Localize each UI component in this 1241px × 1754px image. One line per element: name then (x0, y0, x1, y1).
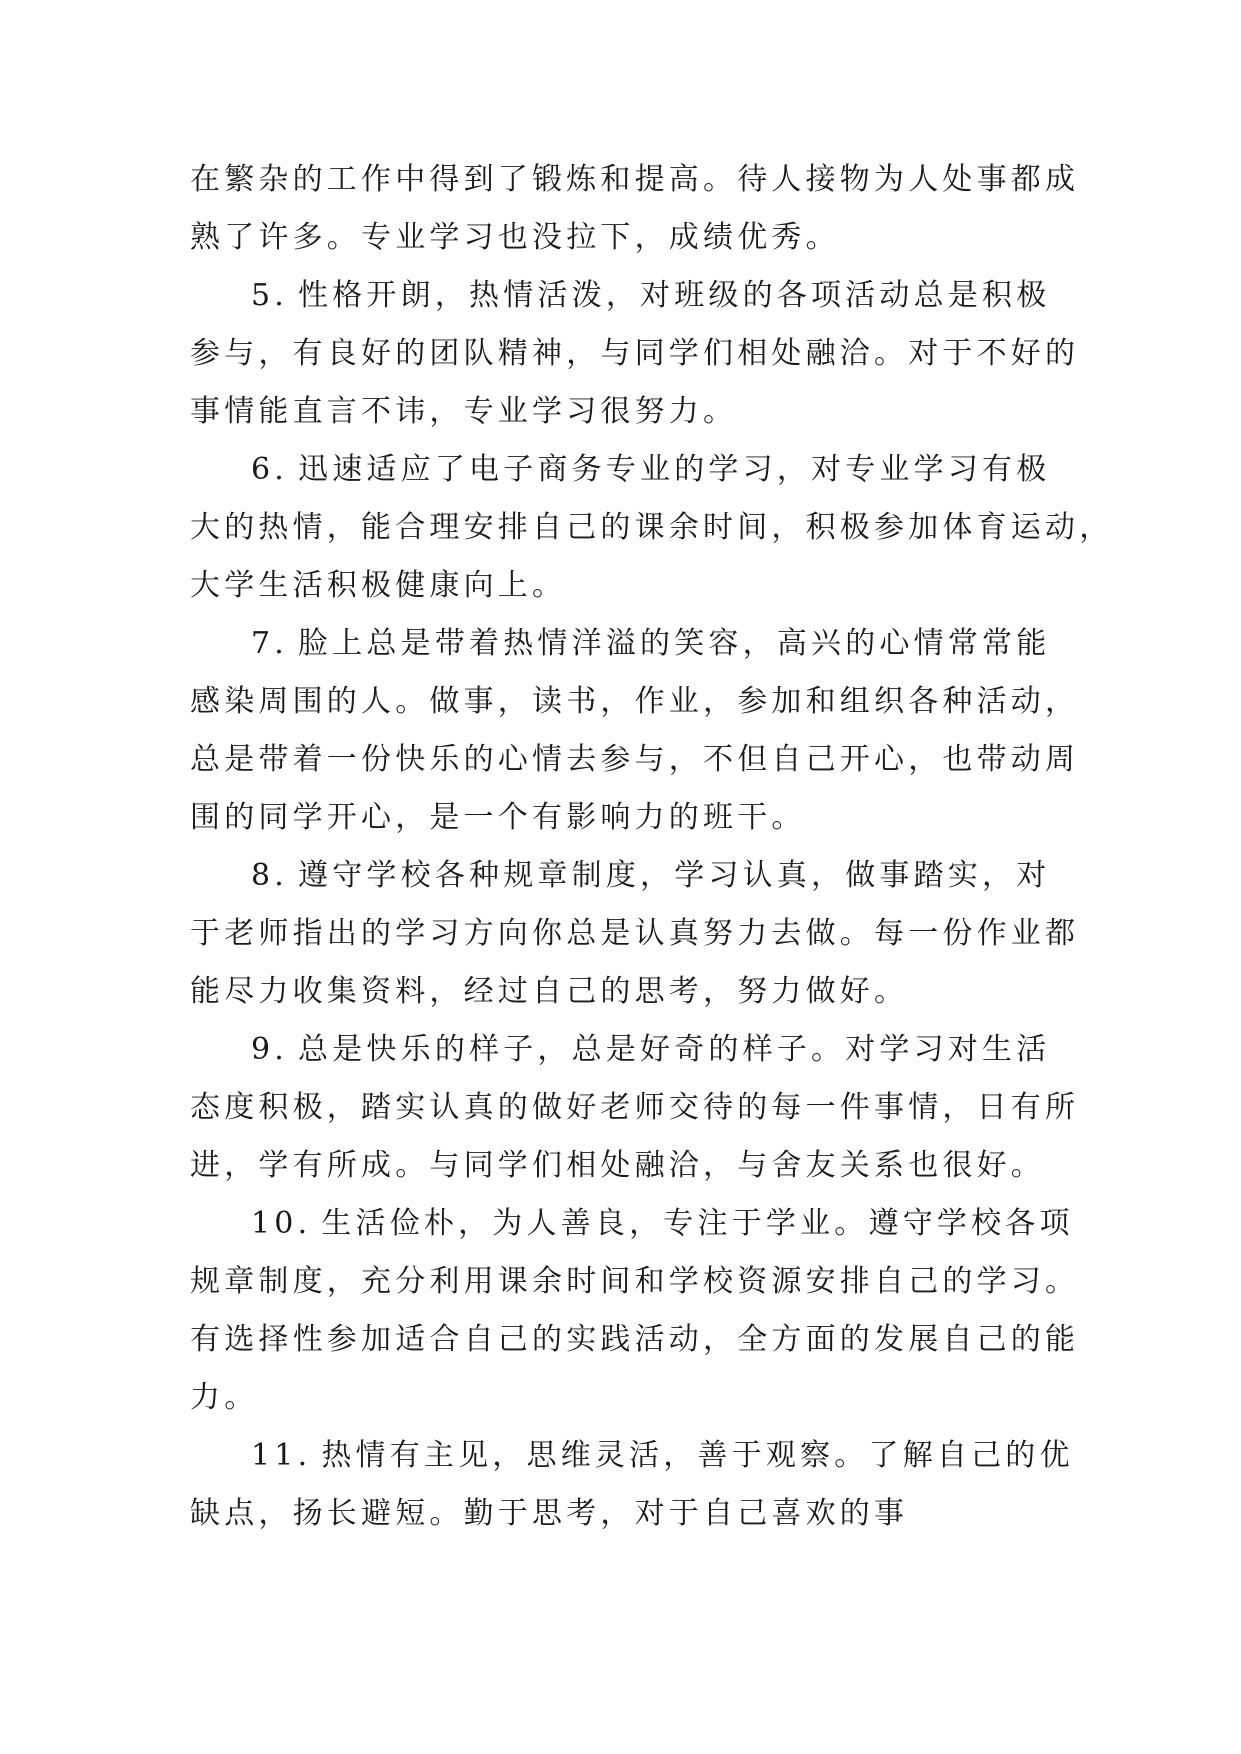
paragraph-line: 大学生活积极健康向上。 (190, 568, 567, 603)
intro-paragraph (190, 151, 1080, 267)
item-text: 性格开朗，热情活泼，对班级的各项活动总是积极 (298, 278, 1051, 313)
item-number: 11. (251, 1438, 312, 1473)
item-number: 10. (251, 1206, 312, 1241)
paragraph-line: 有选择性参加适合自己的实践活动，全方面的发展自己的能 (190, 1322, 1080, 1357)
item-11 (190, 1427, 1074, 1543)
item-text: 热情有主见，思维灵活，善于观察。了解自己的优 (321, 1438, 1074, 1473)
paragraph-line: 熟了许多。专业学习也没拉下，成绩优秀。 (190, 220, 840, 255)
paragraph-first-line (190, 847, 1071, 905)
paragraph-line: 围的同学开心，是一个有影响力的班干。 (190, 800, 806, 835)
paragraph-line: 在繁杂的工作中得到了锻炼和提高。待人接物为人处事都成 (190, 162, 1080, 197)
paragraph-first-line (190, 1195, 1074, 1253)
paragraph-line: 缺点，扬长避短。勤于思考，对于自己喜欢的事 (190, 1496, 909, 1531)
item-number: 7. (251, 626, 289, 661)
item-text: 总是快乐的样子，总是好奇的样子。对学习对生活 (298, 1032, 1051, 1067)
item-text: 生活俭朴，为人善良，专注于学业。遵守学校各项 (321, 1206, 1074, 1241)
item-number: 8. (251, 858, 289, 893)
paragraph-line: 事情能直言不讳，专业学习很努力。 (190, 394, 738, 429)
item-text: 迅速适应了电子商务专业的学习，对专业学习有极 (298, 452, 1051, 487)
paragraph-first-line (190, 1427, 1074, 1485)
item-6 (190, 441, 1114, 615)
paragraph-line: 态度积极，踏实认真的做好老师交待的每一件事情，日有所 (190, 1090, 1080, 1125)
paragraph-line: 力。 (190, 1380, 259, 1415)
paragraph-line: 感染周围的人。做事，读书，作业，参加和组织各种活动， (190, 684, 1080, 719)
item-8 (190, 847, 1080, 1021)
item-10 (190, 1195, 1080, 1427)
item-9 (190, 1021, 1080, 1195)
paragraph-line: 进，学有所成。与同学们相处融洽，与舍友关系也很好。 (190, 1148, 1045, 1183)
item-text: 遵守学校各种规章制度，学习认真，做事踏实，对 (298, 858, 1051, 893)
paragraph-line: 于老师指出的学习方向你总是认真努力去做。每一份作业都 (190, 916, 1080, 951)
paragraph-line: 参与，有良好的团队精神，与同学们相处融洽。对于不好的 (190, 336, 1080, 371)
item-number: 5. (251, 278, 289, 313)
paragraph-first-line (190, 267, 1071, 325)
paragraph-first-line (190, 1021, 1071, 1079)
paragraph-first-line (190, 615, 1071, 673)
paragraph-line: 总是带着一份快乐的心情去参与，不但自己开心，也带动周 (190, 742, 1080, 777)
item-5 (190, 267, 1080, 441)
item-number: 6. (251, 452, 289, 487)
item-7 (190, 615, 1080, 847)
paragraph-line: 规章制度，充分利用课余时间和学校资源安排自己的学习。 (190, 1264, 1080, 1299)
item-number: 9. (251, 1032, 289, 1067)
paragraph-first-line (190, 441, 1071, 499)
paragraph-line: 大的热情，能合理安排自己的课余时间，积极参加体育运动， (190, 510, 1114, 545)
item-text: 脸上总是带着热情洋溢的笑容，高兴的心情常常能 (298, 626, 1051, 661)
paragraph-line: 能尽力收集资料，经过自己的思考，努力做好。 (190, 974, 909, 1009)
